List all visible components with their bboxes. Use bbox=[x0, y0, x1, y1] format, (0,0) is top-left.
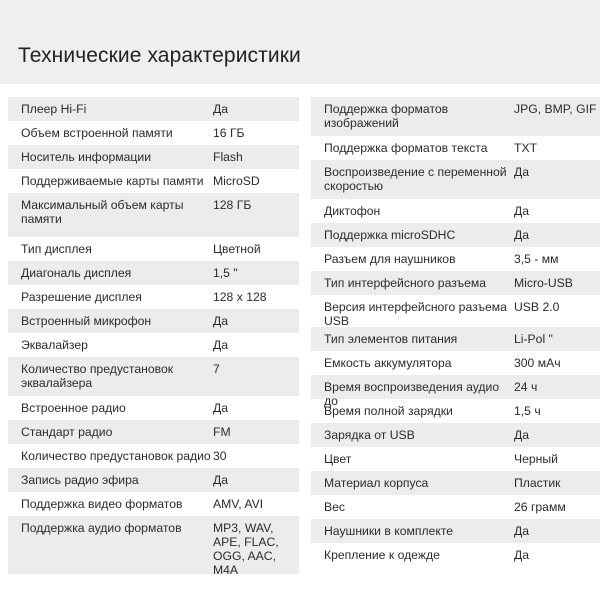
spec-value: Да bbox=[514, 165, 530, 179]
spec-row bbox=[311, 160, 600, 199]
spec-label: Тип интерфейсного разъема bbox=[324, 276, 487, 290]
spec-row bbox=[8, 169, 299, 193]
spec-value: Да bbox=[514, 428, 530, 442]
spec-label: Воспроизведение с переменной скоростью bbox=[324, 165, 507, 193]
spec-label: Поддержка видео форматов bbox=[21, 497, 183, 511]
spec-label: Разрешение дисплея bbox=[21, 290, 142, 304]
spec-row bbox=[311, 223, 600, 247]
spec-row bbox=[311, 327, 600, 351]
spec-value: Да bbox=[514, 228, 530, 242]
spec-label: Версия интерфейсного разъема USB bbox=[324, 300, 507, 328]
spec-value: Да bbox=[514, 524, 530, 538]
spec-value: 300 мАч bbox=[514, 356, 561, 370]
spec-value: 26 грамм bbox=[514, 500, 566, 514]
spec-value: AMV, AVI bbox=[213, 497, 264, 511]
spec-row bbox=[8, 193, 299, 237]
spec-label: Материал корпуса bbox=[324, 476, 429, 490]
spec-value: Да bbox=[213, 401, 229, 415]
spec-label: Запись радио эфира bbox=[21, 473, 139, 487]
page-title: Технические характеристики bbox=[18, 44, 301, 67]
spec-label: Максимальный объем карты памяти bbox=[21, 198, 184, 226]
spec-row bbox=[8, 420, 299, 444]
spec-row bbox=[8, 516, 299, 577]
spec-row bbox=[8, 444, 299, 468]
spec-row bbox=[8, 261, 299, 285]
spec-label: Стандарт радио bbox=[21, 425, 113, 439]
spec-label: Время воспроизведения аудио до bbox=[324, 380, 500, 408]
spec-label: Диагональ дисплея bbox=[21, 266, 132, 280]
header-band bbox=[0, 0, 600, 84]
spec-value: Да bbox=[514, 204, 530, 218]
spec-row bbox=[8, 492, 299, 516]
spec-row bbox=[311, 447, 600, 471]
spec-label: Встроенное радио bbox=[21, 401, 126, 415]
spec-label: Время полной зарядки bbox=[324, 404, 453, 418]
spec-value: 128 x 128 bbox=[213, 290, 267, 304]
spec-label: Объем встроенной памяти bbox=[21, 126, 173, 140]
spec-label: Тип дисплея bbox=[21, 242, 92, 256]
spec-value: Да bbox=[514, 548, 530, 562]
spec-label: Встроенный микрофон bbox=[21, 314, 152, 328]
spec-row bbox=[8, 121, 299, 145]
spec-row bbox=[8, 97, 299, 121]
spec-value: 30 bbox=[213, 449, 227, 463]
spec-row bbox=[8, 396, 299, 420]
spec-row bbox=[311, 351, 600, 375]
spec-value: MP3, WAV, APE, FLAC, OGG, AAC, M4A bbox=[213, 521, 279, 577]
spec-label: Поддержка аудио форматов bbox=[21, 521, 182, 535]
spec-value: MicroSD bbox=[213, 174, 260, 188]
spec-value: Flash bbox=[213, 150, 243, 164]
spec-row bbox=[8, 309, 299, 333]
spec-label: Разъем для наушников bbox=[324, 252, 456, 266]
spec-value: 1,5 ч bbox=[514, 404, 541, 418]
spec-value: JPG, BMP, GIF bbox=[514, 102, 597, 116]
spec-row bbox=[311, 423, 600, 447]
spec-label: Диктофон bbox=[324, 204, 381, 218]
spec-row bbox=[311, 519, 600, 543]
spec-label: Поддержка microSDHC bbox=[324, 228, 456, 242]
spec-row bbox=[8, 333, 299, 357]
spec-value: Цветной bbox=[213, 242, 261, 256]
spec-value: 1,5 " bbox=[213, 266, 238, 280]
spec-value: Черный bbox=[514, 452, 558, 466]
spec-row bbox=[311, 495, 600, 519]
spec-value: 7 bbox=[213, 362, 220, 376]
spec-value: USB 2.0 bbox=[514, 300, 560, 314]
spec-value: 16 ГБ bbox=[213, 126, 245, 140]
spec-row bbox=[311, 199, 600, 223]
spec-label: Количество предустановок радио bbox=[21, 449, 211, 463]
spec-label: Поддерживаемые карты памяти bbox=[21, 174, 204, 188]
spec-label: Поддержка форматов изображений bbox=[324, 102, 449, 130]
spec-row bbox=[311, 375, 600, 408]
spec-label: Плеер Hi-Fi bbox=[21, 102, 87, 116]
spec-row bbox=[8, 237, 299, 261]
spec-value: Да bbox=[213, 314, 229, 328]
spec-row bbox=[311, 136, 600, 160]
spec-row bbox=[311, 471, 600, 495]
spec-label: Емкость аккумулятора bbox=[324, 356, 452, 370]
spec-label: Количество предустановок эквалайзера bbox=[21, 362, 174, 390]
spec-label: Эквалайзер bbox=[21, 338, 88, 352]
spec-row bbox=[311, 247, 600, 271]
spec-row bbox=[8, 357, 299, 396]
spec-column-left bbox=[8, 97, 299, 577]
spec-value: Да bbox=[213, 102, 229, 116]
spec-value: Li-Pol " bbox=[514, 332, 553, 346]
spec-label: Цвет bbox=[324, 452, 352, 466]
spec-row bbox=[8, 145, 299, 169]
spec-row bbox=[311, 295, 600, 327]
spec-value: Да bbox=[213, 473, 229, 487]
spec-value: FM bbox=[213, 425, 231, 439]
spec-label: Носитель информации bbox=[21, 150, 152, 164]
spec-label: Вес bbox=[324, 500, 346, 514]
spec-row bbox=[311, 271, 600, 295]
spec-row bbox=[8, 285, 299, 309]
spec-label: Наушники в комплекте bbox=[324, 524, 454, 538]
spec-label: Поддержка форматов текста bbox=[324, 141, 488, 155]
spec-value: Да bbox=[213, 338, 229, 352]
spec-row bbox=[311, 543, 600, 567]
spec-value: 24 ч bbox=[514, 380, 538, 394]
spec-value: Micro-USB bbox=[514, 276, 573, 290]
spec-label: Зарядка от USB bbox=[324, 428, 415, 442]
spec-value: 3,5 - мм bbox=[514, 252, 559, 266]
spec-row bbox=[8, 468, 299, 492]
spec-column-right bbox=[311, 97, 600, 567]
spec-label: Тип элементов питания bbox=[324, 332, 458, 346]
spec-value: TXT bbox=[514, 141, 538, 155]
spec-label: Крепление к одежде bbox=[324, 548, 440, 562]
spec-value: 128 ГБ bbox=[213, 198, 252, 212]
spec-value: Пластик bbox=[514, 476, 561, 490]
spec-row bbox=[311, 97, 600, 136]
